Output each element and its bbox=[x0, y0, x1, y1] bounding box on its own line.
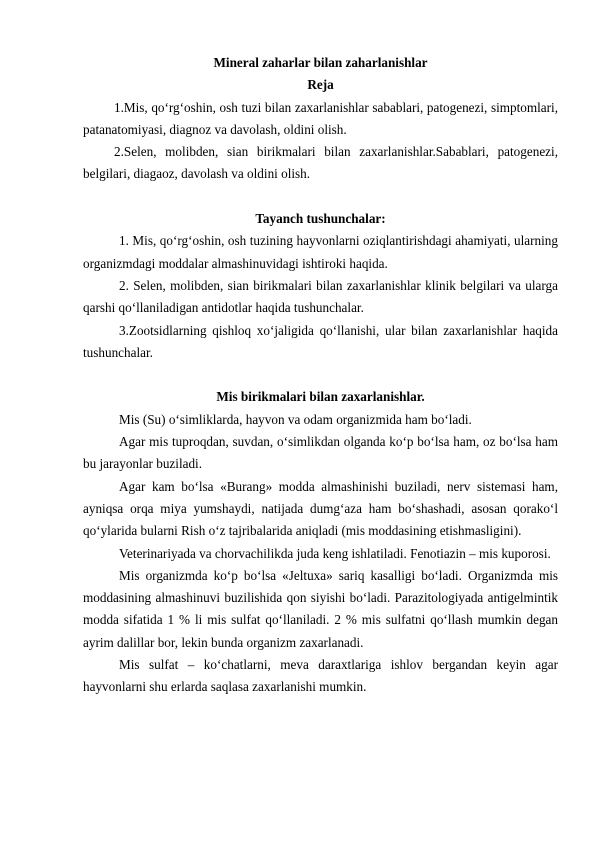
section-paragraph: Mis organizmda ko‘p bo‘lsa «Jeltuxa» sariq kasalligi bo‘ladi. Organizmda mis moddasining almashinuvi buzilishida qon siyishi bo‘ladi. Parazitologiyada antigelmintik modda sifatida 1 % li mis sulfat qo‘llaniladi. 2 % mis sulfatni qo‘llash mumkin degan ayrim dalillar bor, lekin bunda organizm zaxarlanadi. bbox=[83, 567, 558, 650]
section-paragraph: Mis (Su) o‘simliklarda, hayvon va odam organizmida ham bo‘ladi. bbox=[119, 411, 472, 427]
concept-item: 2. Selen, molibden, sian birikmalari bilan zaxarlanishlar klinik belgilari va ularga qarshi qo‘llaniladigan antidotlar haqida tushunchalar. bbox=[83, 277, 558, 316]
section-paragraph: Mis sulfat – ko‘chatlarni, meva daraxtlariga ishlov bergandan keyin agar hayvonlarni shu erlarda saqlasa zaxarlanishi mumkin. bbox=[83, 657, 558, 695]
concepts-heading: Tayanch tushunchalar: bbox=[255, 211, 386, 227]
spacer bbox=[83, 364, 558, 386]
concept-item: 1. Mis, qo‘rg‘oshin, osh tuzining hayvonlarni oziqlantirishdagi ahamiyati, ularning organizmdagi moddalar almashinuvidagi ishtiroki haqida. bbox=[83, 233, 558, 271]
section-paragraph: Agar kam bo‘lsa «Burang» modda almashinishi buziladi, nerv sistemasi ham, ayniqsa orqa miya yumshaydi, natijada dumg‘aza ham bo‘shashadi, asosan qorako‘l qo‘ylarida bularni Rish o‘z tajribalarida aniqladi (mis moddasining etishmasligini). bbox=[83, 478, 558, 539]
document-title: Mineral zaharlar bilan zaharlanishlar bbox=[213, 55, 428, 70]
document-page bbox=[83, 52, 558, 699]
section-heading: Mis birikmalari bilan zaxarlanishlar. bbox=[216, 389, 425, 405]
plan-item: 1.Mis, qo‘rg‘oshin, osh tuzi bilan zaxarlanishlar sabablari, patogenezi, simptomlari, patanatomiyasi, diagnoz va davolash, oldini olish. bbox=[83, 99, 558, 137]
plan-item: 2.Selen, molibden, sian birikmalari bilan zaxarlanishlar.Sabablari, patogenezi, belgilari, diagaoz, davolash va oldini olish. bbox=[83, 144, 558, 182]
section-paragraph: Agar mis tuproqdan, suvdan, o‘simlikdan olganda ko‘p bo‘lsa ham, oz bo‘lsa ham bu jarayonlar buziladi. bbox=[83, 434, 558, 472]
section-paragraph: Veterinariyada va chorvachilikda juda keng ishlatiladi. Fenotiazin – mis kuporosi. bbox=[119, 545, 551, 561]
spacer bbox=[83, 186, 558, 208]
concept-item: 3.Zootsidlarning qishloq xo‘jaligida qo‘llanishi, ular bilan zaxarlanishlar haqida tushunchalar. bbox=[83, 322, 558, 360]
plan-heading: Reja bbox=[307, 77, 334, 93]
